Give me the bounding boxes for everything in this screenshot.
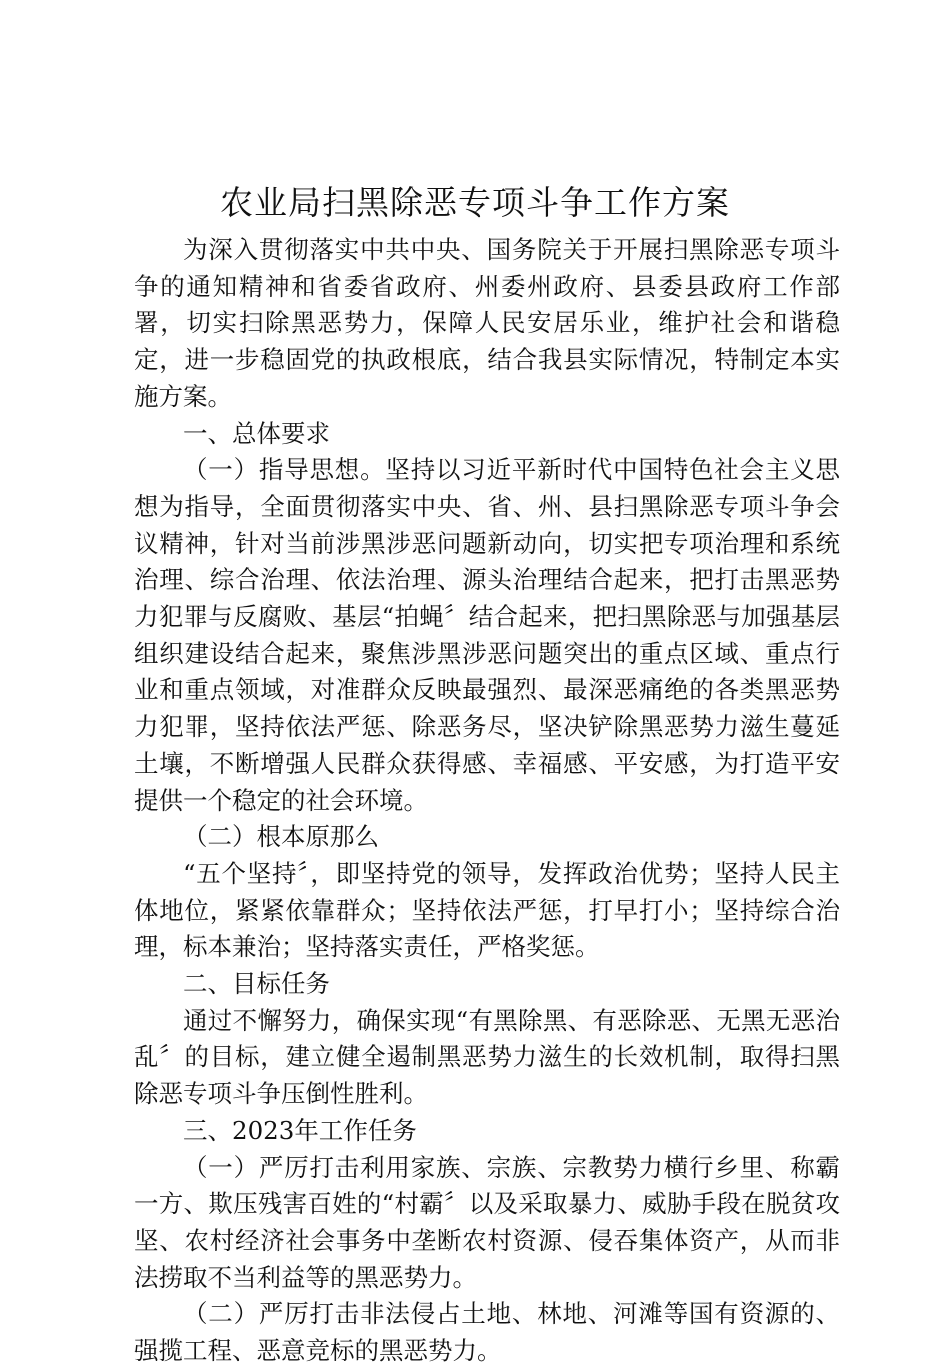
intro-paragraph: 为深入贯彻落实中共中央、国务院关于开展扫黑除恶专项斗争的通知精神和省委省政府、州委州政府、县委县政府工作部署，切实扫除黑恶势力，保障人民安居乐业，维护社会和谐稳定，进一步稳固党的执政根底，结合我县实际情况，特制定本实施方案。 <box>134 235 840 411</box>
goals-paragraph: 通过不懈努力，确保实现“有黑除黑、有恶除恶、无黑无恶治乱〞的目标，建立健全遏制黑恶势力滋生的长效机制，取得扫黑除恶专项斗争压倒性胜利。 <box>134 1005 840 1109</box>
subsection-heading-principles: （二）根本原那么 <box>183 822 379 852</box>
document-body <box>134 232 840 1370</box>
section-heading-goals: 二、目标任务 <box>183 969 330 999</box>
principles-paragraph: “五个坚持〞，即坚持党的领导，发挥政治优势；坚持人民主体地位，紧紧依靠群众；坚持依法严惩，打早打小；坚持综合治理，标本兼治；坚持落实责任，严格奖惩。 <box>134 858 840 962</box>
guiding-ideology-paragraph: （一）指导思想。坚持以习近平新时代中国特色社会主义思想为指导，全面贯彻落实中央、省、州、县扫黑除恶专项斗争会议精神，针对当前涉黑涉恶问题新动向，切实把专项治理和系统治理、综合治理、依法治理、源头治理结合起来，把打击黑恶势力犯罪与反腐败、基层“拍蝇〞结合起来，把扫黑除恶与加强基层组织建设结合起来，聚焦涉黑涉恶问题突出的重点区域、重点行业和重点领域，对准群众反映最强烈、最深恶痛绝的各类黑恶势力犯罪，坚持依法严惩、除恶务尽，坚决铲除黑恶势力滋生蔓延土壤，不断增强人民群众获得感、幸福感、平安感，为打造平安提供一个稳定的社会环境。 <box>134 455 840 815</box>
section-heading-general-requirements: 一、总体要求 <box>183 418 330 448</box>
document-title: 农业局扫黑除恶专项斗争工作方案 <box>220 183 730 222</box>
section-heading-tasks: 三、2023年工作任务 <box>183 1115 417 1145</box>
task-one-paragraph: （一）严厉打击利用家族、宗族、宗教势力横行乡里、称霸一方、欺压残害百姓的“村霸〞以及采取暴力、威胁手段在脱贫攻坚、农村经济社会事务中垄断农村资源、侵吞集体资产，从而非法捞取不当利益等的黑恶势力。 <box>134 1152 840 1292</box>
task-two-paragraph: （二）严厉打击非法侵占土地、林地、河滩等国有资源的、强揽工程、恶意竞标的黑恶势力。 <box>134 1299 840 1366</box>
